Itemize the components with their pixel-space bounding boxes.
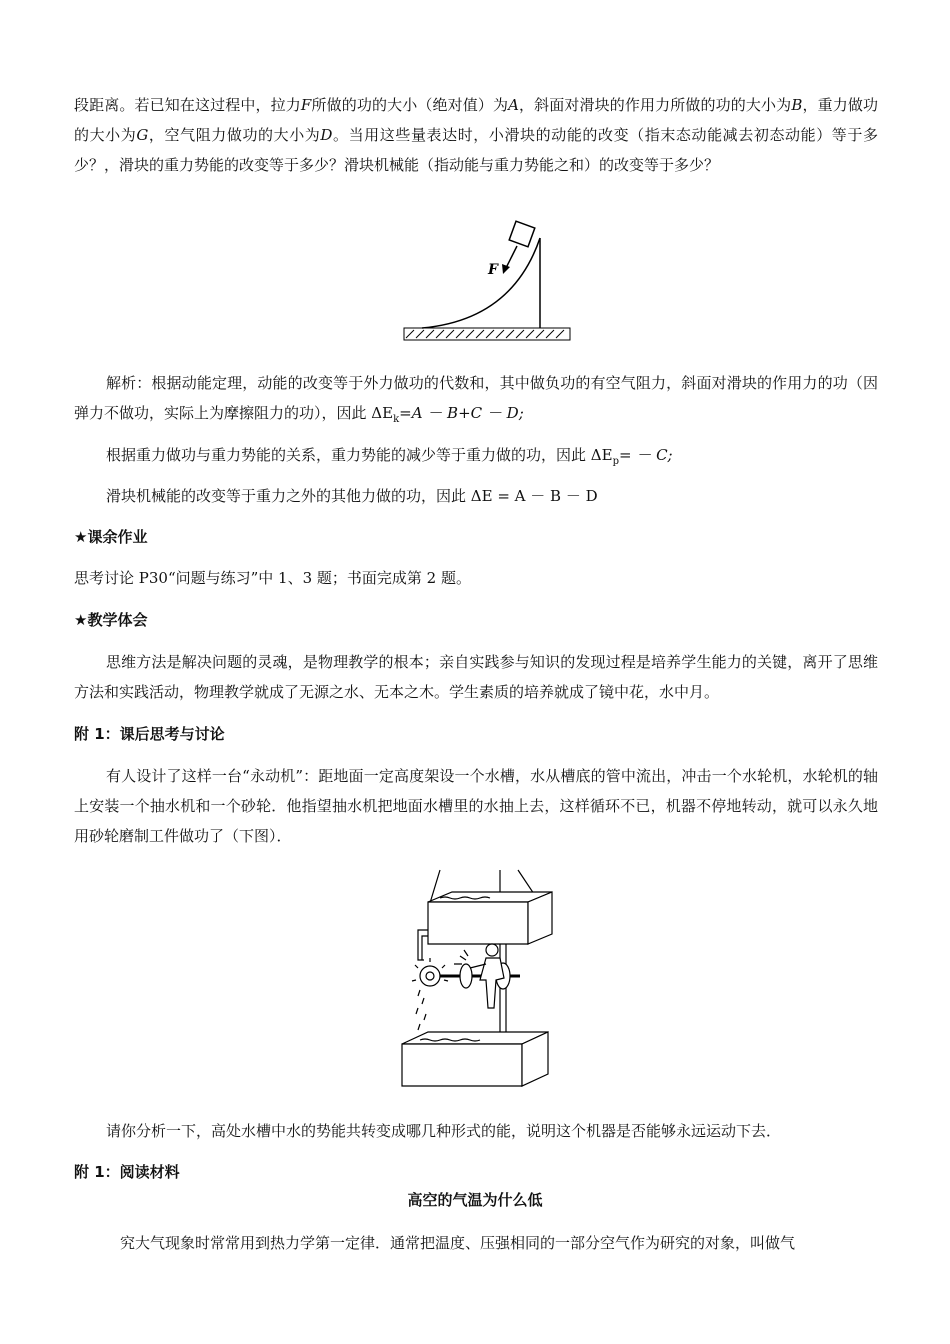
- intro-text-5: ，空气阻力做功的大小为: [148, 126, 321, 144]
- force-arrow-shaft: [506, 246, 517, 268]
- slope-figure: [402, 220, 572, 345]
- analysis-paragraph-1: [74, 368, 878, 435]
- reading-text: 究大气现象时常常用到热力学第一定律．通常把温度、压强相同的一部分空气作为研究的对象，叫做气: [120, 1234, 796, 1252]
- analysis-eq-1: =A － B+C － D;: [399, 404, 524, 422]
- analysis-paragraph-2: [74, 440, 878, 477]
- homework-heading: ★课余作业: [74, 528, 148, 546]
- reading-title: 高空的气温为什么低: [407, 1191, 543, 1209]
- ground-base: [404, 328, 570, 340]
- water-wheel: [420, 966, 440, 986]
- appendix1-heading: 附 1：课后思考与讨论: [74, 725, 225, 743]
- appendix1-text: 有人设计了这样一台“永动机”：距地面一定高度架设一个水槽，水从槽底的管中流出，冲击一个水轮机，水轮机的轴上安装一个抽水机和一个砂轮．他指望抽水机把地面水槽里的水抽上去，这样循环不已，机器不停地转动，就可以永久地用砂轮磨制工件做功了（下图）．: [74, 767, 878, 845]
- down-pipe-inner: [422, 936, 428, 960]
- reflection-heading: ★教学体会: [74, 611, 148, 629]
- var-F: F: [300, 96, 312, 114]
- force-arrow-head: [502, 264, 510, 274]
- analysis-text-2: 根据重力做功与重力势能的关系，重力势能的减少等于重力做的功，因此 ΔE: [106, 446, 613, 464]
- analysis-sub-p: p: [612, 456, 619, 467]
- upper-tank-front: [428, 902, 528, 944]
- analysis-text-1: 解析：根据动能定理，动能的改变等于外力做功的代数和，其中做负功的有空气阻力，斜面对滑块的作用力的功（因弹力不做功，实际上为摩擦阻力的功），因此 ΔE: [74, 374, 878, 422]
- analysis-sub-k: k: [393, 414, 400, 425]
- worker-head: [486, 944, 498, 956]
- falling-water: [416, 990, 428, 1037]
- force-label: F: [488, 262, 498, 278]
- perpetual-machine-figure: [400, 868, 560, 1098]
- down-pipe: [418, 930, 428, 960]
- intro-text-6: 。当用这些量表达时，小滑块的动能的改变（指末态动能减去初态动能）等于多少？，滑块的重力势能的改变等于多少？滑块机械能（指动能与重力势能之和）的改变等于多少？: [74, 126, 878, 174]
- lower-tank-front: [402, 1044, 522, 1086]
- intro-paragraph: [74, 90, 878, 180]
- sparks: [454, 950, 468, 964]
- intro-text-4: ，重力做功的大小为: [74, 96, 878, 144]
- curved-slope: [422, 238, 540, 328]
- analysis-paragraph-3: 滑块机械能的改变等于重力之外的其他力做的功，因此 ΔE = A － B － D: [106, 487, 598, 505]
- analysis-eq-2: = － C;: [618, 446, 673, 464]
- appendix2-heading: 附 1：阅读材料: [74, 1163, 180, 1181]
- appendix1-question: 请你分析一下，高处水槽中水的势能共转变成哪几种形式的能，说明这个机器是否能够永远运动下去．: [106, 1122, 782, 1140]
- var-G: G: [136, 126, 149, 144]
- sliding-block: [509, 221, 535, 247]
- intro-text-2: 所做的功的大小（绝对值）为: [311, 96, 509, 114]
- var-D: D: [320, 126, 333, 144]
- reflection-text: 思维方法是解决问题的灵魂，是物理教学的根本；亲自实践参与知识的发现过程是培养学生能力的关键，离开了思维方法和实践活动，物理教学就成了无源之水、无本之木。学生素质的培养就成了镜中花，水中月。: [74, 653, 878, 701]
- var-B: B: [791, 96, 803, 114]
- homework-text: 思考讨论 P30“问题与练习”中 1、3 题；书面完成第 2 题。: [74, 569, 471, 587]
- intro-text-3: ，斜面对滑块的作用力所做的功的大小为: [518, 96, 792, 114]
- var-A: A: [508, 96, 519, 114]
- intro-text-1: 段距离。若已知在这过程中，拉力: [74, 96, 301, 114]
